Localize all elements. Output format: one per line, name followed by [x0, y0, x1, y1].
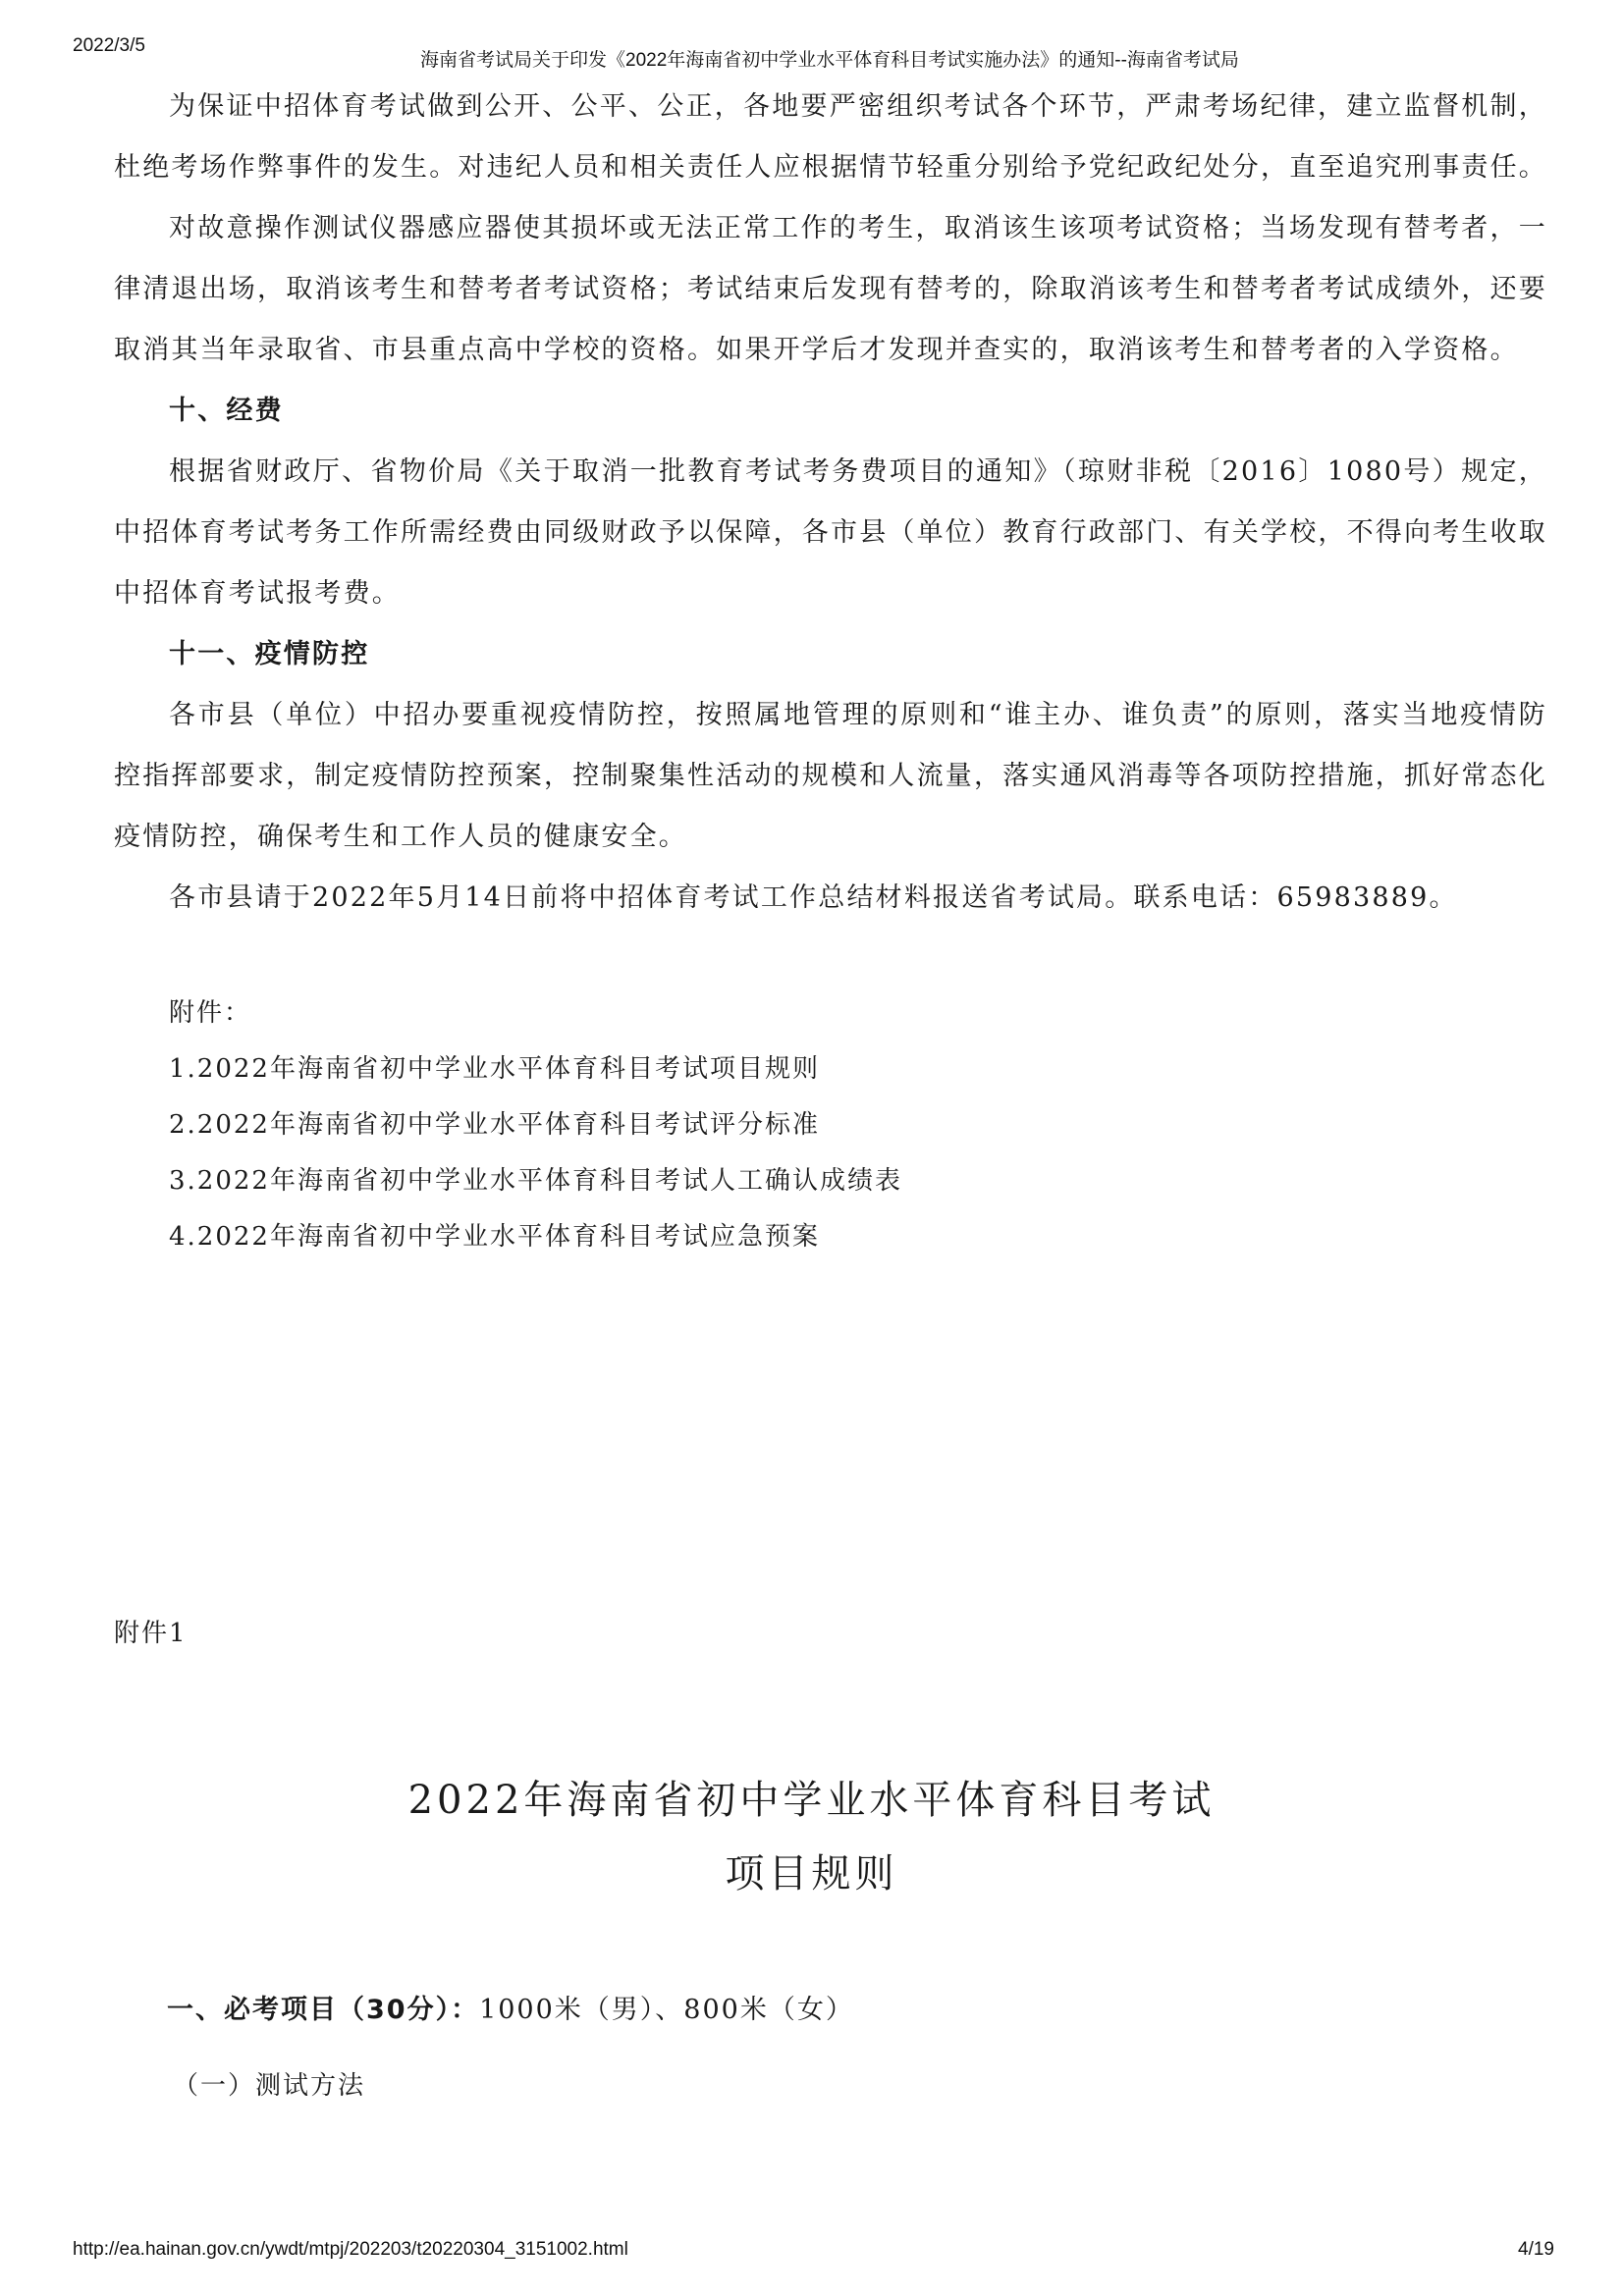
attachment-item: 2.2022年海南省初中学业水平体育科目考试评分标准 — [169, 1110, 820, 1140]
appendix-title-line1: 2022年海南省初中学业水平体育科目考试 — [407, 1778, 1216, 1823]
section-heading-funding: 十、经费 — [169, 396, 284, 426]
header-date: 2022/3/5 — [73, 35, 145, 56]
appendix-label: 附件1 — [114, 1619, 188, 1648]
paragraph-cheating-penalty: 对故意操作测试仪器感应器使其损坏或无法正常工作的考生，取消该生该项考试资格；当场发现有替考者，一律清退出场，取消该考生和替考者考试资格；考试结束后发现有替考的，除取消该考生和替考者考试成绩外，还要取消其当年录取省、市县重点高中学校的资格。如果开学后才发现并查实的，取消该考生和替考者的入学资格。 — [114, 213, 1547, 365]
attachments-list — [169, 986, 902, 1265]
paragraph-epidemic: 各市县（单位）中招办要重视疫情防控，按照属地管理的原则和“谁主办、谁负责”的原则，落实当地疫情防控指挥部要求，制定疫情防控预案，控制聚集性活动的规模和人流量，落实通风消毒等各项防控措施，抓好常态化疫情防控，确保考生和工作人员的健康安全。 — [114, 700, 1547, 852]
section-required-events: 1000米（男）、800米（女） — [479, 1995, 854, 2025]
paragraph-summary-deadline: 各市县请于2022年5月14日前将中招体育考试工作总结材料报送省考试局。联系电话：65983889。 — [169, 882, 1458, 913]
attachment-item: 1.2022年海南省初中学业水平体育科目考试项目规则 — [169, 1054, 820, 1084]
paragraph-funding: 根据省财政厅、省物价局《关于取消一批教育考试考务费项目的通知》（琼财非税〔2016〕1080号）规定，中招体育考试考务工作所需经费由同级财政予以保障，各市县（单位）教育行政部门、有关学校，不得向考生收取中招体育考试报考费。 — [114, 456, 1547, 609]
appendix-title-line2: 项目规则 — [725, 1851, 898, 1896]
section-required-heading: 一、必考项目（30分）： — [167, 1995, 480, 2025]
header-title: 海南省考试局关于印发《2022年海南省初中学业水平体育科目考试实施办法》的通知--海南省考试局 — [420, 50, 1239, 71]
attachment-item: 3.2022年海南省初中学业水平体育科目考试人工确认成绩表 — [169, 1166, 902, 1196]
document-body — [114, 77, 1547, 929]
paragraph-exam-discipline: 为保证中招体育考试做到公开、公平、公正，各地要严密组织考试各个环节，严肃考场纪律，建立监督机制，杜绝考场作弊事件的发生。对违纪人员和相关责任人应根据情节轻重分别给予党纪政纪处分，直至追究刑事责任。 — [114, 91, 1547, 183]
subsection-test-method: （一）测试方法 — [173, 2071, 366, 2101]
section-required-items — [167, 1988, 854, 2026]
section-heading-epidemic: 十一、疫情防控 — [169, 639, 370, 669]
attachments-label: 附件： — [169, 998, 252, 1028]
attachment-item: 4.2022年海南省初中学业水平体育科目考试应急预案 — [169, 1222, 820, 1252]
footer-url: http://ea.hainan.gov.cn/ywdt/mtpj/202203/t20220304_3151002.html — [73, 2239, 628, 2260]
footer-page-number: 4/19 — [1518, 2239, 1554, 2260]
